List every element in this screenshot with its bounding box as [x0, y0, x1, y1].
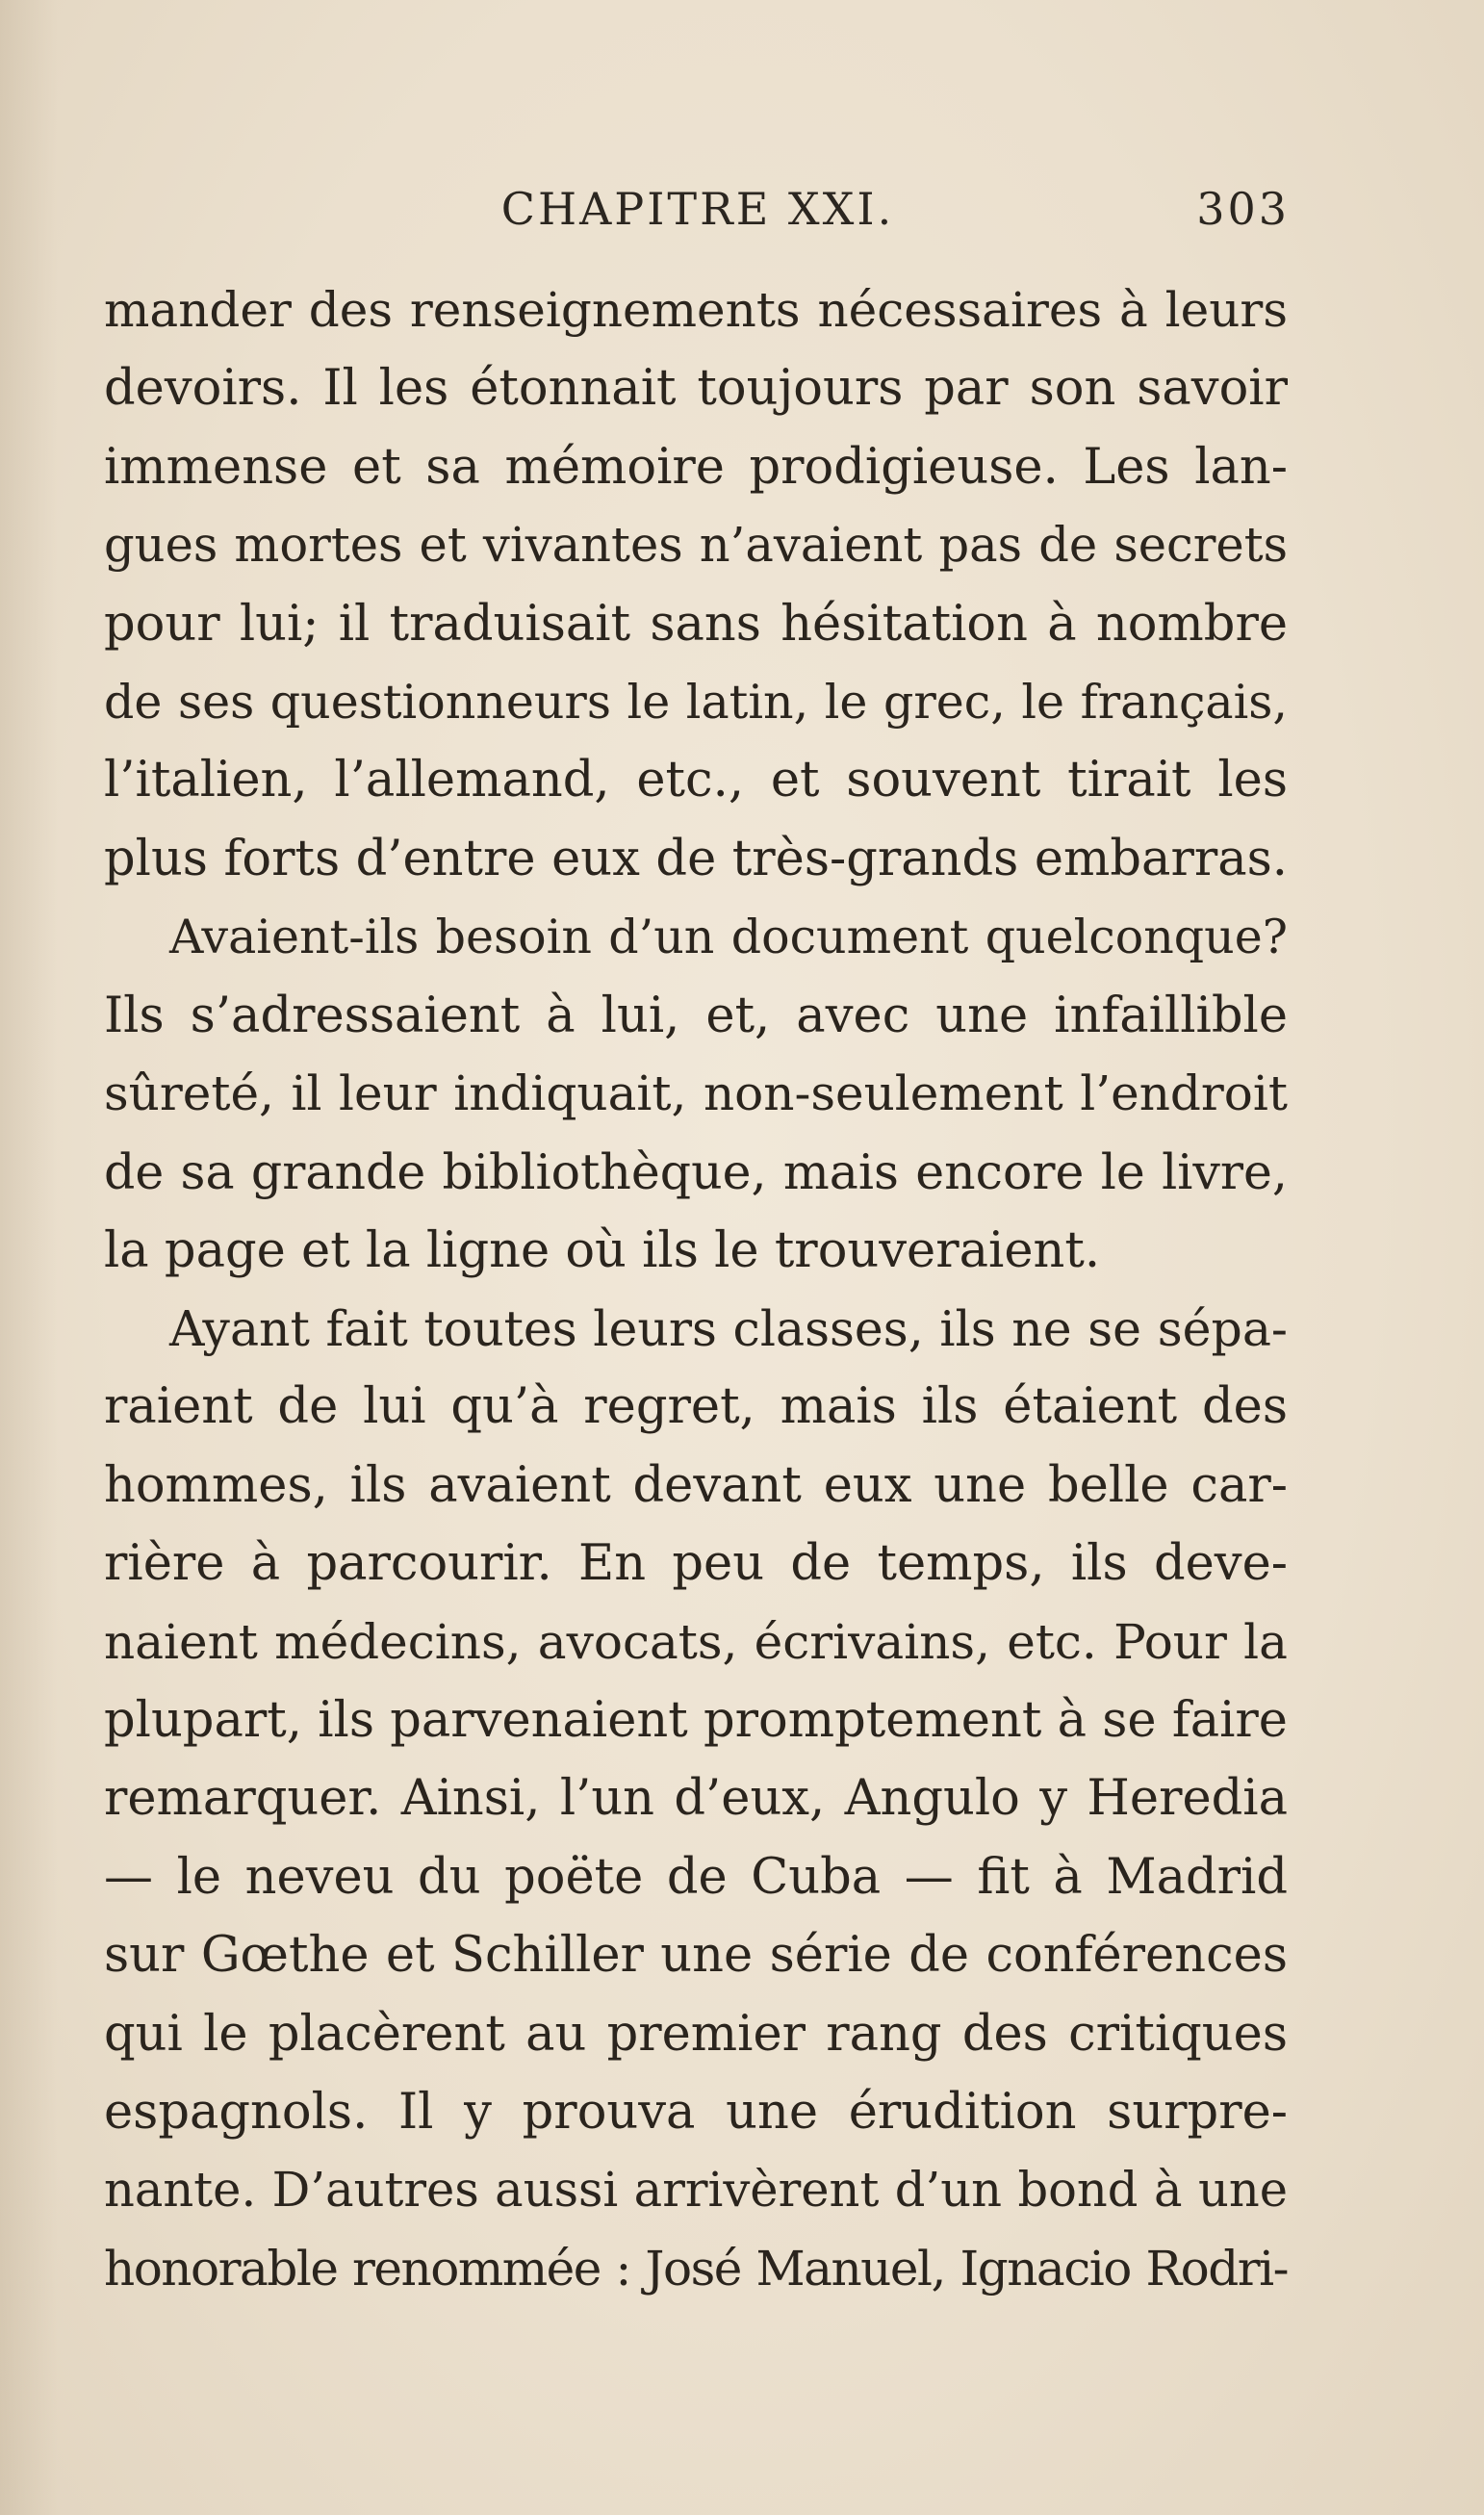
body-text	[104, 271, 1288, 2308]
text-line: devoirs. Il les étonnait toujours par son savoir	[104, 360, 1288, 418]
text-line: immense et sa mémoire prodigieuse. Les lan-	[104, 438, 1288, 496]
text-line: hommes, ils avaient devant eux une belle car-	[104, 1456, 1288, 1514]
text-line: Ayant fait toutes leurs classes, ils ne se sépa-	[169, 1300, 1288, 1358]
text-line: — le neveu du poëte de Cuba — fit à Madrid	[104, 1848, 1288, 1906]
text-line: de ses questionneurs le latin, le grec, le français,	[104, 674, 1288, 730]
text-line: la page et la ligne où ils le trouveraient.	[104, 1221, 1101, 1279]
page-number: 303	[1196, 183, 1290, 235]
text-line: honorable renommée : José Manuel, Ignacio Rodri-	[104, 2240, 1288, 2297]
text-line: de sa grande bibliothèque, mais encore le livre,	[104, 1143, 1288, 1201]
text-line: mander des renseignements nécessaires à leurs	[104, 282, 1288, 338]
text-line: naient médecins, avocats, écrivains, etc. Pour la	[104, 1613, 1288, 1670]
text-line: pour lui; il traduisait sans hésitation à nombre	[104, 595, 1288, 653]
text-line: espagnols. Il y prouva une érudition surpre-	[104, 2083, 1288, 2141]
text-line: remarquer. Ainsi, l’un d’eux, Angulo y Heredia	[104, 1770, 1288, 1828]
text-line: l’italien, l’allemand, etc., et souvent tirait les	[104, 752, 1288, 809]
text-line: qui le placèrent au premier rang des critiques	[104, 2005, 1288, 2063]
text-line: gues mortes et vivantes n’avaient pas de secrets	[104, 517, 1288, 574]
text-line: Ils s’adressaient à lui, et, avec une infaillible	[104, 987, 1288, 1044]
text-line: sûreté, il leur indiquait, non-seulement l’endroit	[104, 1065, 1288, 1121]
text-line: rière à parcourir. En peu de temps, ils deve-	[104, 1535, 1288, 1593]
text-line: sur Gœthe et Schiller une série de conférences	[104, 1927, 1288, 1985]
text-line: Avaient-ils besoin d’un document quelconque?	[169, 910, 1288, 965]
text-line: plus forts d’entre eux de très-grands embarras.	[104, 830, 1288, 887]
text-line: nante. D’autres aussi arrivèrent d’un bond à une	[104, 2162, 1288, 2219]
chapter-title: CHAPITRE XXI.	[500, 183, 895, 235]
running-head	[106, 183, 1290, 250]
spine-shadow	[0, 0, 58, 2515]
text-line: raient de lui qu’à regret, mais ils étaient des	[104, 1378, 1288, 1436]
text-line: plupart, ils parvenaient promptement à se faire	[104, 1692, 1288, 1750]
